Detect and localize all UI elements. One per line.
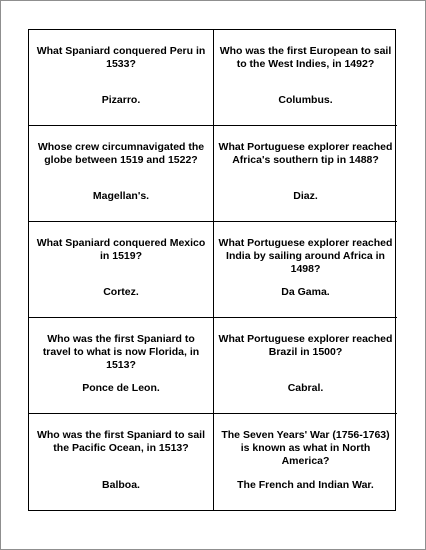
card-question: What Portuguese explorer reached India by sailing around Africa in 1498? xyxy=(218,237,393,275)
card-question: What Portuguese explorer reached Africa's southern tip in 1488? xyxy=(218,141,393,166)
card-question: What Portuguese explorer reached Brazil in 1500? xyxy=(218,333,393,358)
card-question: Who was the first Spaniard to sail the Pacific Ocean, in 1513? xyxy=(36,429,206,454)
flashcard xyxy=(29,30,214,126)
flashcard xyxy=(29,126,214,222)
card-answer: Pizarro. xyxy=(101,94,141,106)
card-question: Who was the first Spaniard to travel to what is now Florida, in 1513? xyxy=(42,333,200,371)
card-answer: Cabral. xyxy=(287,382,324,394)
flashcard xyxy=(29,318,214,414)
card-answer: The French and Indian War. xyxy=(237,479,374,491)
card-answer: Da Gama. xyxy=(281,286,330,298)
flashcard xyxy=(29,222,214,318)
card-question: What Spaniard conquered Mexico in 1519? xyxy=(36,237,206,262)
card-question: The Seven Years' War (1756-1763) is known as what in North America? xyxy=(221,429,390,467)
card-answer: Balboa. xyxy=(102,479,140,491)
flashcard xyxy=(214,222,397,318)
card-answer: Columbus. xyxy=(278,94,333,106)
flashcard xyxy=(214,318,397,414)
card-answer: Ponce de Leon. xyxy=(82,382,160,394)
flashcard xyxy=(29,414,214,510)
card-answer: Cortez. xyxy=(103,286,139,298)
card-answer: Diaz. xyxy=(293,190,318,202)
flashcard xyxy=(214,30,397,126)
flashcard-grid xyxy=(28,29,396,511)
card-question: Who was the first European to sail to the West Indies, in 1492? xyxy=(219,45,392,70)
flashcard xyxy=(214,414,397,510)
flashcard xyxy=(214,126,397,222)
card-question: What Spaniard conquered Peru in 1533? xyxy=(36,45,206,70)
card-question: Whose crew circumnavigated the globe between 1519 and 1522? xyxy=(37,141,205,166)
card-answer: Magellan's. xyxy=(92,190,150,202)
